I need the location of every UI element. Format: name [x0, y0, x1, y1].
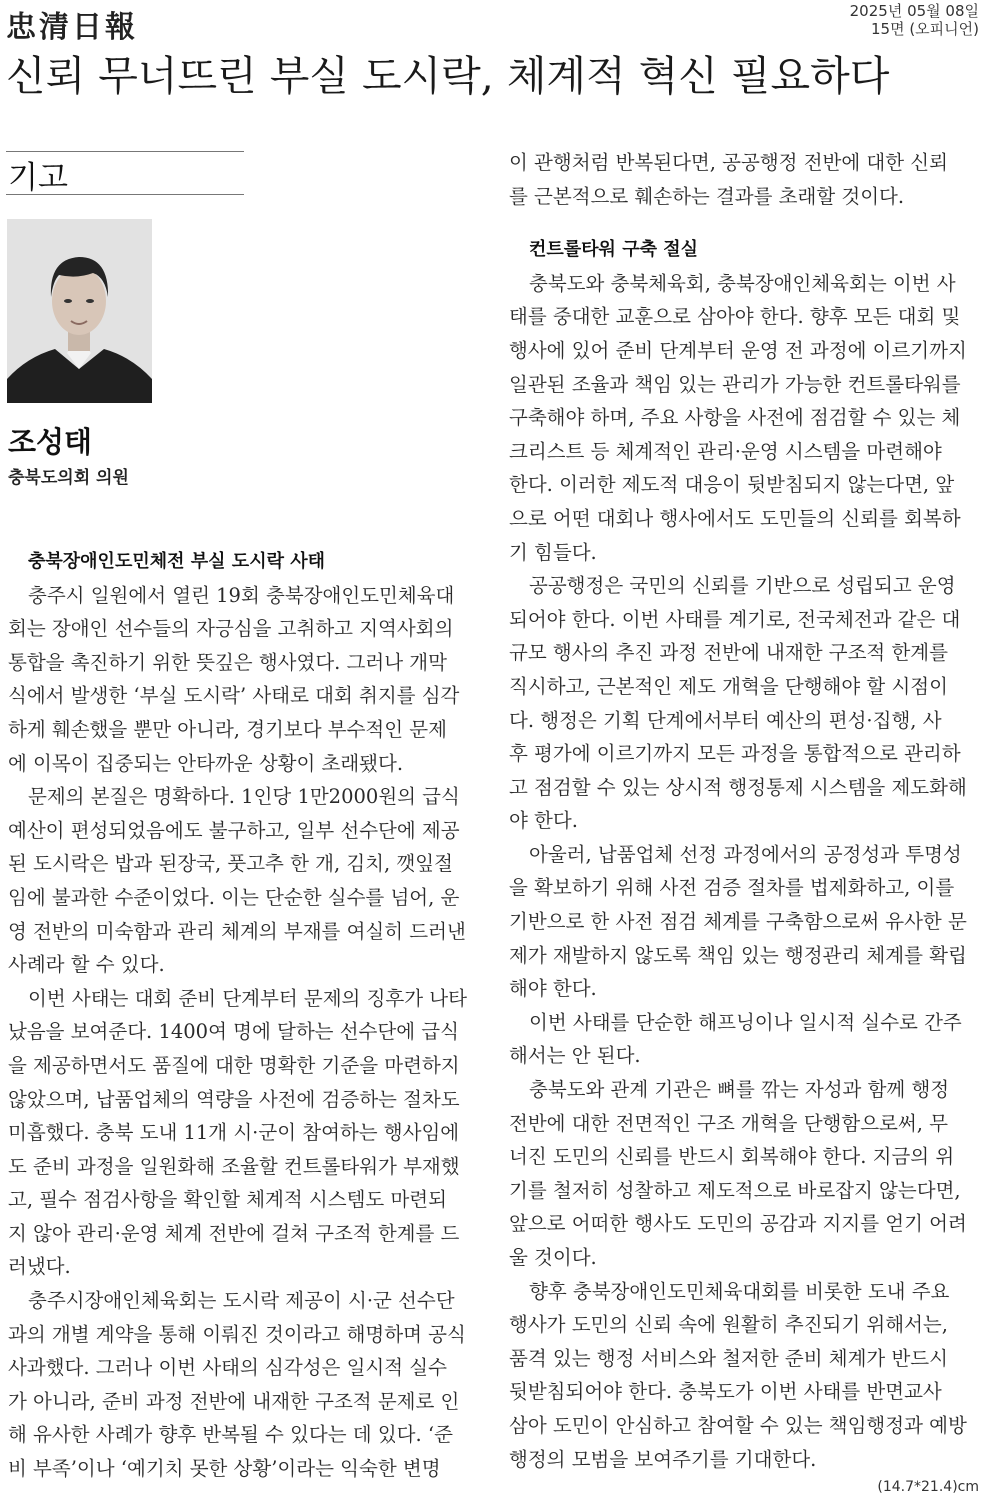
headline: 신뢰 무너뜨린 부실 도시락, 체계적 혁신 필요하다: [6, 52, 890, 100]
article-text-line: 규모 행사의 추진 과정 전반에 내재한 구조적 한계를: [509, 641, 948, 665]
article-text-line: 품격 있는 행정 서비스와 철저한 준비 체계가 반드시: [509, 1346, 948, 1370]
article-text-line: 가 아니라, 준비 과정 전반에 내재한 구조적 문제로 인: [8, 1389, 460, 1413]
section-label: 기고: [8, 160, 68, 196]
section-rule-bottom: [6, 194, 244, 195]
article-text-line: 지 않아 관리·운영 체계 전반에 걸쳐 구조적 한계를 드: [8, 1221, 460, 1245]
article-text-line: 행정의 모범을 보여주기를 기대한다.: [509, 1447, 817, 1471]
article-text-line: 통합을 촉진하기 위한 뜻깊은 행사였다. 그러나 개막: [8, 650, 447, 674]
article-text-line: 비 부족’이나 ‘예기치 못한 상황’이라는 익숙한 변명: [8, 1457, 441, 1481]
article-text-line: 삼아 도민이 안심하고 참여할 수 있는 책임행정과 예방: [509, 1413, 967, 1437]
author-name: 조성태: [8, 425, 93, 459]
article-text-line: 식에서 발생한 ‘부실 도시락’ 사태로 대회 취지를 심각: [8, 684, 460, 708]
article-text-line: 구축해야 하며, 주요 사항을 사전에 점검할 수 있는 체: [509, 406, 961, 430]
subheading: 컨트롤타워 구축 절실: [529, 239, 699, 261]
article-text-line: 후 평가에 이르기까지 모든 과정을 통합적으로 관리하: [509, 742, 961, 766]
article-text-line: 에 이목이 집중되는 안타까운 상황이 초래됐다.: [8, 751, 404, 775]
article-text-line: 회는 장애인 선수들의 자긍심을 고취하고 지역사회의: [8, 617, 454, 641]
article-text-line: 충주시장애인체육회는 도시락 제공이 시·군 선수단: [28, 1289, 455, 1313]
article-text-line: 를 근본적으로 훼손하는 결과를 초래할 것이다.: [509, 184, 905, 208]
article-text-line: 과의 개별 계약을 통해 이뤄진 것이라고 해명하며 공식: [8, 1322, 466, 1346]
article-column-right: [509, 146, 977, 1476]
article-text-line: 되어야 한다. 이번 사태를 계기로, 전국체전과 같은 대: [509, 607, 961, 631]
article-text-line: 한다. 이러한 제도적 대응이 뒷받침되지 않는다면, 앞: [509, 473, 955, 497]
article-text-line: 앞으로 어떠한 행사도 도민의 공감과 지지를 얻기 어려: [509, 1212, 967, 1236]
article-text-line: 뒷받침되어야 한다. 충북도가 이번 사태를 반면교사: [509, 1380, 942, 1404]
article-text-line: 전반에 대한 전면적인 구조 개혁을 단행함으로써, 무: [509, 1111, 948, 1135]
article-text-line: 일관된 조율과 책임 있는 관리가 가능한 컨트롤타워를: [509, 372, 961, 396]
article-text-line: 기반으로 한 사전 점검 체계를 구축함으로써 유사한 문: [509, 910, 967, 934]
publication-date: 2025년 05월 08일: [849, 2, 979, 20]
article-text-line: 기 힘들다.: [509, 540, 597, 564]
article-text-line: 고, 필수 점검사항을 확인할 체계적 시스템도 마련되: [8, 1188, 447, 1212]
subheading: 충북장애인도민체전 부실 도시락 사태: [28, 551, 326, 572]
article-text-line: 났음을 보여준다. 1400여 명에 달하는 선수단에 급식: [8, 1020, 459, 1044]
article-text-line: 크리스트 등 체계적인 관리·운영 시스템을 마련해야: [509, 439, 942, 463]
article-text-line: 해야 한다.: [509, 977, 597, 1001]
article-text-line: 제가 재발하지 않도록 책임 있는 행정관리 체계를 확립: [509, 943, 967, 967]
article-text-line: 사례라 할 수 있다.: [8, 953, 165, 977]
article-text-line: 태를 중대한 교훈으로 삼아야 한다. 향후 모든 대회 및: [509, 305, 961, 329]
article-text-line: 영 전반의 미숙함과 관리 체계의 부재를 여실히 드러낸: [8, 919, 466, 943]
article-text-line: 하게 훼손했을 뿐만 아니라, 경기보다 부수적인 문제: [8, 717, 447, 741]
article-text-line: 이 관행처럼 반복된다면, 공공행정 전반에 대한 신뢰: [509, 151, 948, 174]
article-text-line: 행사가 도민의 신뢰 속에 원활히 추진되기 위해서는,: [509, 1313, 948, 1337]
article-text-line: 예산이 편성되었음에도 불구하고, 일부 선수단에 제공: [8, 818, 460, 842]
article-text-line: 기를 철저히 성찰하고 제도적으로 바로잡지 않는다면,: [509, 1178, 961, 1202]
article-text-line: 야 한다.: [509, 809, 578, 833]
edition-info: [850, 2, 979, 38]
article-size-note: (14.7*21.4)cm: [877, 1479, 979, 1495]
paragraph-gap: [509, 213, 977, 233]
article-text-line: 러냈다.: [8, 1255, 71, 1279]
author-portrait-image: [7, 219, 152, 403]
article-text-line: 이번 사태를 단순한 해프닝이나 일시적 실수로 간주: [529, 1010, 962, 1034]
article-text-line: 향후 충북장애인도민체육대회를 비롯한 도내 주요: [529, 1279, 950, 1303]
article-text-line: 공공행정은 국민의 신뢰를 기반으로 성립되고 운영: [529, 574, 956, 598]
article-column-left: [8, 545, 476, 1486]
article-text-line: 너진 도민의 신뢰를 반드시 회복해야 한다. 지금의 위: [509, 1145, 955, 1169]
article-text-line: 충주시 일원에서 열린 19회 충북장애인도민체육대: [28, 583, 455, 607]
article-text-line: 다. 행정은 기획 단계에서부터 예산의 편성·집행, 사: [509, 708, 942, 732]
page-section: 15면 (오피니언): [870, 20, 979, 38]
article-text-line: 충북도와 충북체육회, 충북장애인체육회는 이번 사: [529, 271, 956, 295]
masthead-logo: 忠清日報: [6, 10, 138, 45]
article-text-line: 을 확보하기 위해 사전 검증 절차를 법제화하고, 이를: [509, 876, 955, 900]
article-text-line: 미흡했다. 충북 도내 11개 시·군이 참여하는 행사임에: [8, 1121, 460, 1145]
article-text-line: 않았으며, 납품업체의 역량을 사전에 검증하는 절차도: [8, 1087, 460, 1111]
article-text-line: 으로 어떤 대회나 행사에서도 도민들의 신뢰를 회복하: [509, 506, 961, 530]
article-text-line: 울 것이다.: [509, 1246, 597, 1269]
article-text-line: 이번 사태는 대회 준비 단계부터 문제의 징후가 나타: [28, 986, 467, 1010]
author-photo: [7, 219, 152, 403]
article-text-line: 문제의 본질은 명확하다. 1인당 1만2000원의 급식: [28, 785, 460, 809]
article-text-line: 된 도시락은 밥과 된장국, 풋고추 한 개, 김치, 깻잎절: [8, 852, 453, 876]
article-text-line: 도 준비 과정을 일원화해 조율할 컨트롤타워가 부재했: [8, 1154, 460, 1178]
article-text-line: 해 유사한 사례가 향후 반복될 수 있다는 데 있다. ‘준: [8, 1423, 453, 1447]
article-text-line: 해서는 안 된다.: [509, 1044, 641, 1068]
article-text-line: 임에 불과한 수준이었다. 이는 단순한 실수를 넘어, 운: [8, 885, 460, 909]
article-text-line: 행사에 있어 준비 단계부터 운영 전 과정에 이르기까지: [509, 338, 967, 362]
author-title: 충북도의회 의원: [8, 468, 129, 488]
article-text-line: 아울러, 납품업체 선정 과정에서의 공정성과 투명성: [529, 842, 962, 866]
article-text-line: 고 점검할 수 있는 상시적 행정통제 시스템을 제도화해: [509, 775, 967, 799]
article-text-line: 충북도와 관계 기관은 뼈를 깎는 자성과 함께 행정: [529, 1078, 950, 1102]
article-text-line: 직시하고, 근본적인 제도 개혁을 단행해야 할 시점이: [509, 674, 948, 698]
article-text-line: 사과했다. 그러나 이번 사태의 심각성은 일시적 실수: [8, 1356, 447, 1380]
article-text-line: 을 제공하면서도 품질에 대한 명확한 기준을 마련하지: [8, 1053, 460, 1077]
